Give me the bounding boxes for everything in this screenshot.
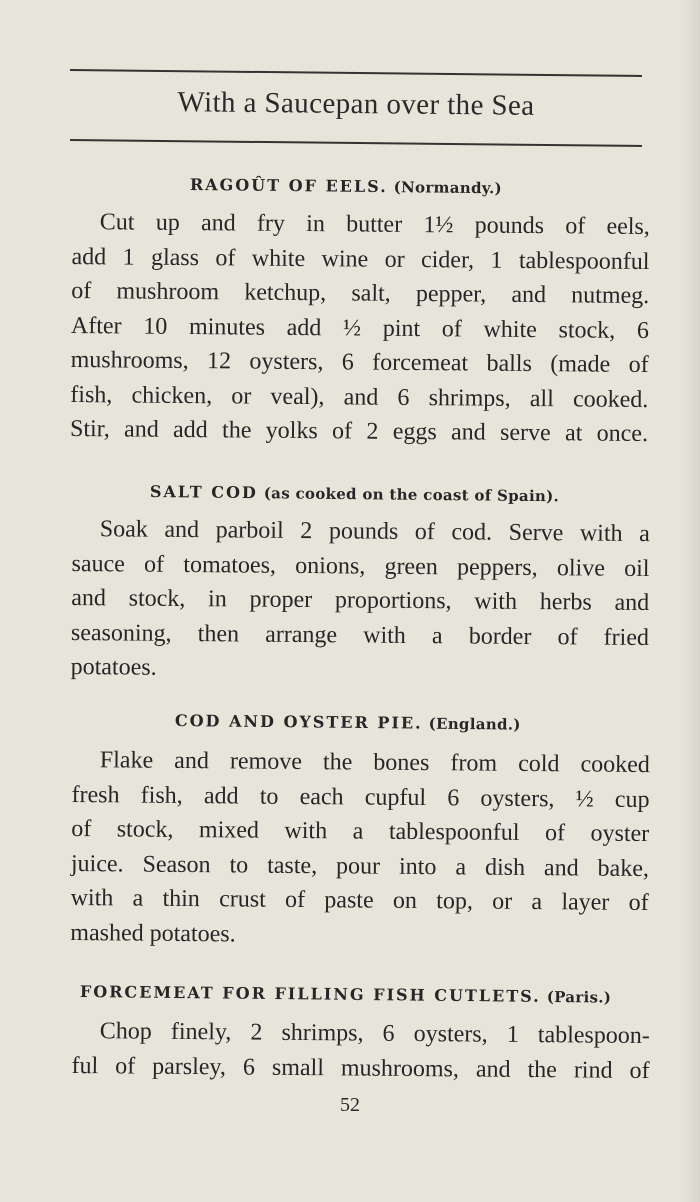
text-line: Flake and remove the bones from cold cooked (99, 747, 650, 779)
recipe-origin: (England.) (428, 714, 521, 734)
recipe-origin: (as cooked on the coast of Spain). (263, 484, 560, 506)
text-line: add 1 glass of white wine or cider, 1 tablespoonful (71, 243, 650, 275)
text-line: mashed potatoes. (70, 919, 236, 947)
recipe-body-salt-cod (70, 512, 649, 690)
recipe-title: COD AND OYSTER PIE. (174, 711, 423, 733)
text-line: After 10 minutes add ½ pint of white stock, 6 (70, 312, 650, 344)
recipe-origin: (Paris.) (546, 987, 612, 1007)
text-line: of mushroom ketchup, salt, pepper, and nutmeg. (71, 277, 650, 310)
recipe-title: FORCEMEAT FOR FILLING FISH CUTLETS. (79, 982, 541, 1006)
text-line: Stir, and add the yolks of 2 eggs and serve at once. (69, 415, 649, 448)
text-line: fresh fish, add to each cupful 6 oysters, ½ cup (71, 781, 650, 813)
header-rule-top (70, 69, 642, 77)
recipe-body-ragout-of-eels (70, 205, 650, 452)
recipe-body-forcemeat (71, 1014, 650, 1088)
text-line: Soak and parboil 2 pounds of cod. Serve with a (99, 516, 650, 548)
recipe-heading-salt-cod (150, 482, 559, 505)
page-number: 52 (340, 1094, 360, 1116)
text-line: potatoes. (70, 653, 157, 681)
recipe-heading-ragout-of-eels (190, 175, 502, 197)
text-line: ful of parsley, 6 small mushrooms, and the rind of (71, 1052, 650, 1084)
recipe-origin: (Normandy.) (393, 178, 503, 198)
text-line: and stock, in proper proportions, with herbs and (71, 584, 650, 617)
text-line: of stock, mixed with a tablespoonful of oyster (71, 815, 650, 848)
text-line: fish, chicken, or veal), and 6 shrimps, all cooked. (70, 381, 649, 413)
page-edge-shadow (682, 0, 700, 1202)
header-rule-bottom (70, 139, 642, 147)
recipe-heading-cod-and-oyster-pie (175, 711, 521, 734)
text-line: Cut up and fry in butter 1½ pounds of eels, (99, 209, 650, 241)
text-line: seasoning, then arrange with a border of fried (70, 619, 650, 651)
recipe-title: SALT COD (149, 482, 258, 503)
text-line: mushrooms, 12 oysters, 6 forcemeat balls (made of (70, 346, 649, 379)
running-head: With a Saucepan over the Sea (177, 86, 535, 122)
text-line: juice. Season to taste, pour into a dish and bake, (70, 850, 650, 882)
text-line: Chop finely, 2 shrimps, 6 oysters, 1 tablespoon- (99, 1018, 650, 1050)
recipe-heading-forcemeat (80, 982, 612, 1007)
recipe-body-cod-and-oyster-pie (70, 743, 650, 955)
text-line: sauce of tomatoes, onions, green peppers, olive oil (71, 550, 650, 582)
text-line: with a thin crust of paste on top, or a layer of (70, 884, 649, 917)
recipe-title: RAGOÛT OF EELS. (189, 175, 388, 197)
